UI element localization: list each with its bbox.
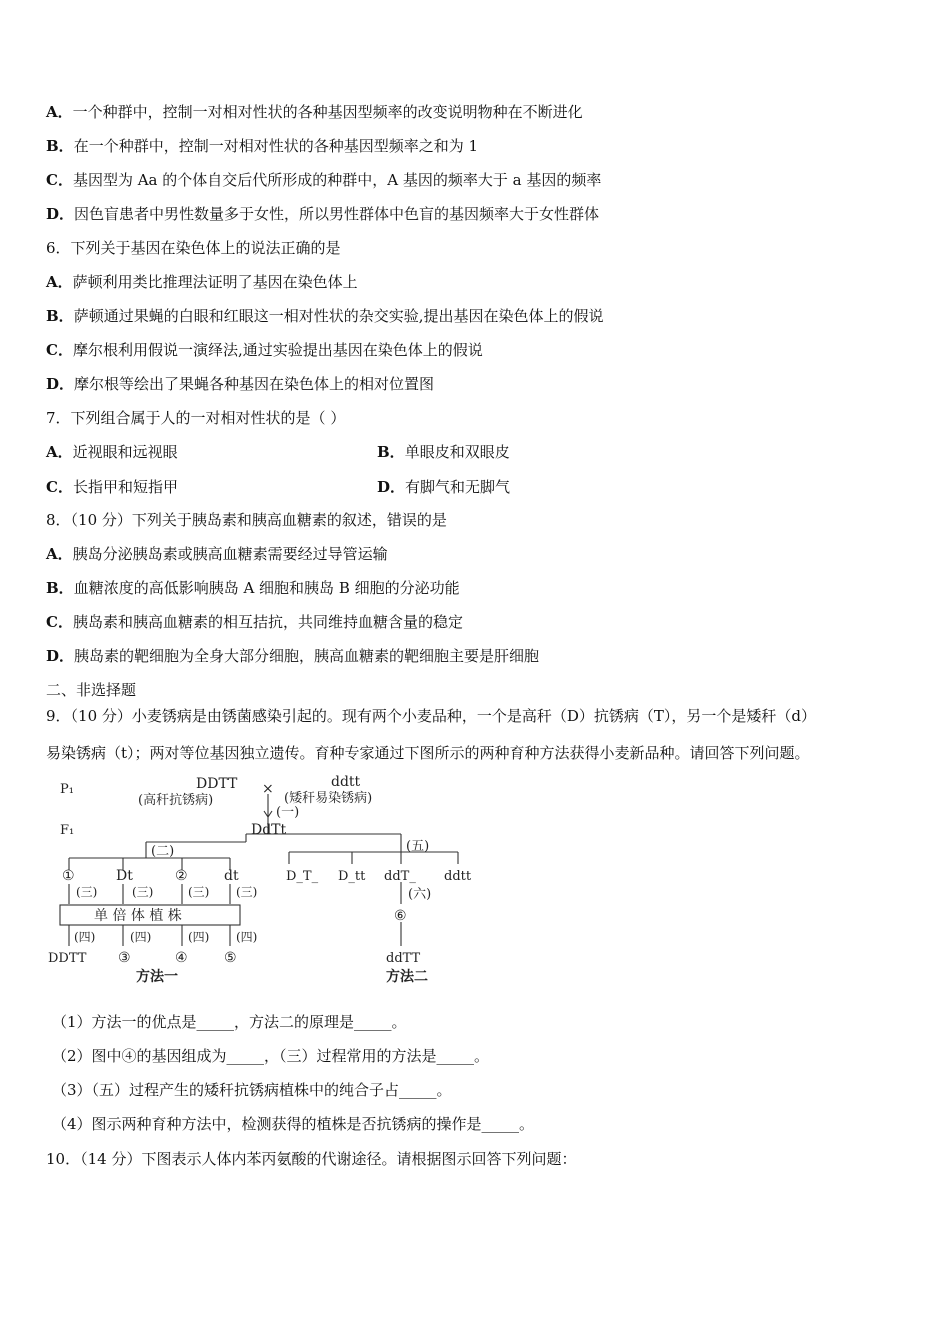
q6-stem: 6．下列关于基因在染色体上的说法正确的是 [46,239,341,257]
step-six-label: (六) [408,887,432,902]
q8-option-d: D．胰岛素的靶细胞为全身大部分细胞，胰高血糖素的靶细胞主要是肝细胞 [46,647,540,665]
result-6: ⑥ [394,908,407,924]
f2-d-t: D_T_ [286,869,319,884]
q7-stem: 7．下列组合属于人的一对相对性状的是（ ） [46,409,346,427]
parent1-description: (高秆抗锈病) [138,793,214,808]
p1-label: P₁ [60,782,74,797]
step-two-label: (二) [151,844,175,859]
q6-option-c: C．摩尔根利用假说一演绎法,通过实验提出基因在染色体上的假说 [46,341,483,359]
gamete-2: ② [175,868,188,884]
q9-sub-4: （4）图示两种育种方法中，检测获得的植株是否抗锈病的操作是_____。 [52,1115,535,1133]
step-four-label-3: (四) [188,930,210,944]
q5-option-a: A．一个种群中，控制一对相对性状的各种基因型频率的改变说明物种在不断进化 [46,103,583,121]
parent2-genotype: ddtt [331,774,361,790]
q7-option-a: A．近视眼和远视眼 [46,443,178,461]
gamete-dt-upper: Dt [116,868,133,884]
result-3: ③ [118,950,131,966]
q6-option-d: D．摩尔根等绘出了果蝇各种基因在染色体上的相对位置图 [46,375,435,393]
q8-option-a: A．胰岛分泌胰岛素或胰高血糖素需要经过导管运输 [46,545,388,563]
result-5: ⑤ [224,950,237,966]
f2-ddtt: ddtt [444,869,472,884]
breeding-diagram [46,774,486,989]
q8-option-b: B．血糖浓度的高低影响胰岛 A 细胞和胰岛 B 细胞的分泌功能 [46,579,460,597]
q5-option-d: D．因色盲患者中男性数量多于女性，所以男性群体中色盲的基因频率大于女性群体 [46,205,600,223]
q5-option-c: C．基因型为 Aa 的个体自交后代所形成的种群中，A 基因的频率大于 a 基因的频率 [46,171,602,189]
cross-symbol: × [262,781,274,797]
parent1-genotype: DDTT [196,776,238,792]
step-three-label-3: (三) [188,885,210,899]
parent2-description: (矮秆易染锈病) [284,791,373,806]
q9-sub-2: （2）图中④的基因组成为_____，（三）过程常用的方法是_____。 [52,1047,490,1065]
q7-option-c: C．长指甲和短指甲 [46,478,178,496]
f1-genotype: DdTt [251,822,287,838]
result-ddtt-upper: DDTT [48,951,87,966]
step-four-label-1: (四) [74,930,96,944]
q9-stem-line1: 9．（10 分）小麦锈病是由锈菌感染引起的。现有两个小麦品种，一个是高秆（D）抗锈病（T），另一个是矮秆（d） [46,707,817,725]
step-four-label-4: (四) [236,930,258,944]
q9-stem-line2: 易染锈病（t）；两对等位基因独立遗传。育种专家通过下图所示的两种育种方法获得小麦新品种。请回答下列问题。 [46,744,810,762]
step-one-label: (一) [276,805,300,820]
q7-option-d: D．有脚气和无脚气 [377,478,511,496]
step-four-label-2: (四) [130,930,152,944]
q8-option-c: C．胰岛素和胰高血糖素的相互拮抗，共同维持血糖含量的稳定 [46,613,463,631]
method-two-label: 方法二 [386,969,428,985]
q6-option-a: A．萨顿利用类比推理法证明了基因在染色体上 [46,273,358,291]
method-one-label: 方法一 [136,969,178,985]
f2-d-tt: D_tt [338,869,366,884]
q6-option-b: B．萨顿通过果蝇的白眼和红眼这一相对性状的杂交实验,提出基因在染色体上的假说 [46,307,604,325]
q9-sub-3: （3）（五）过程产生的矮秆抗锈病植株中的纯合子占_____。 [52,1081,452,1099]
step-three-label-1: (三) [76,885,98,899]
q10-stem: 10．（14 分）下图表示人体内苯丙氨酸的代谢途径。请根据图示回答下列问题： [46,1150,577,1168]
f2-dd-t: ddT_ [384,869,416,884]
result-ddtt-final: ddTT [386,951,421,966]
haploid-plant-label: 单 倍 体 植 株 [94,908,182,924]
result-4: ④ [175,950,188,966]
q8-stem: 8．（10 分）下列关于胰岛素和胰高血糖素的叙述，错误的是 [46,511,447,529]
f1-label: F₁ [60,823,75,838]
step-three-label-4: (三) [236,885,258,899]
section-heading: 二、非选择题 [46,681,137,699]
q9-sub-1: （1）方法一的优点是_____，方法二的原理是_____。 [52,1013,407,1031]
gamete-1: ① [62,868,75,884]
step-five-label: (五) [406,839,430,854]
q5-option-b: B．在一个种群中，控制一对相对性状的各种基因型频率之和为 1 [46,137,479,155]
gamete-dt-lower: dt [224,868,239,884]
q7-option-b: B．单眼皮和双眼皮 [377,443,510,461]
step-three-label-2: (三) [132,885,154,899]
